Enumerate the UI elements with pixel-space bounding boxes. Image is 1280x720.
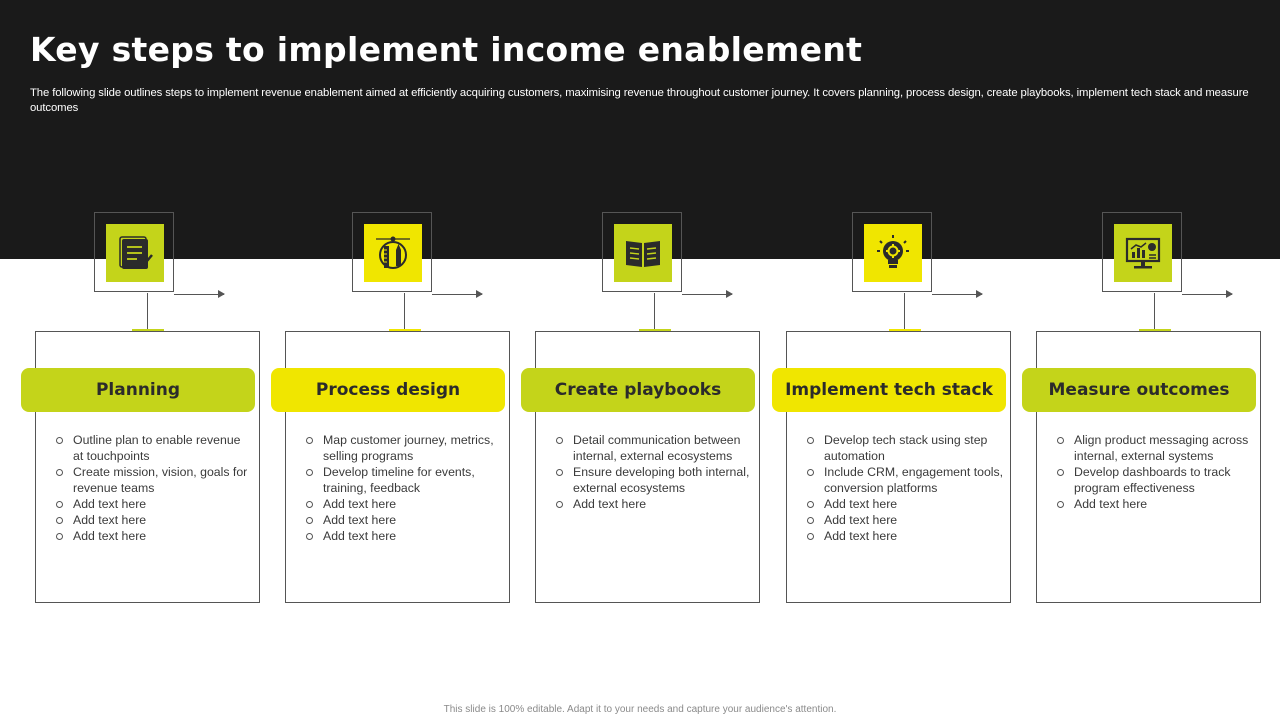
bullet-item: Map customer journey, metrics, selling programs: [304, 432, 504, 464]
step-title: Implement tech stack: [772, 368, 1006, 412]
bullet-item: Add text here: [54, 496, 254, 512]
bullet-item: Add text here: [805, 512, 1005, 528]
design-tools-icon: [373, 233, 413, 273]
icon-frame: [1102, 212, 1182, 292]
icon-tile: [1114, 224, 1172, 282]
bullet-item: Develop dashboards to track program effectiveness: [1055, 464, 1255, 496]
arrow-connector: [174, 294, 224, 295]
vertical-connector: [147, 293, 148, 331]
arrow-connector: [682, 294, 732, 295]
vertical-connector: [904, 293, 905, 331]
icon-tile: [864, 224, 922, 282]
step-title: Measure outcomes: [1022, 368, 1256, 412]
page-subtitle: The following slide outlines steps to implement revenue enablement aimed at efficiently acquiring customers, maximising revenue throughout customer journey. It covers planning, process design, create playbooks, implement tech stack and measure outcomes: [30, 87, 1249, 114]
icon-tile: [614, 224, 672, 282]
bullet-item: Add text here: [54, 528, 254, 544]
icon-frame: [352, 212, 432, 292]
dashboard-monitor-icon: [1123, 233, 1163, 273]
icon-frame: [852, 212, 932, 292]
icon-tile: [364, 224, 422, 282]
arrow-connector: [932, 294, 982, 295]
step-create-playbooks: [535, 212, 785, 604]
open-book-icon: [623, 233, 663, 273]
step-card: [35, 331, 260, 603]
icon-frame: [94, 212, 174, 292]
bullet-item: Develop timeline for events, training, feedback: [304, 464, 504, 496]
step-card: [285, 331, 510, 603]
bullet-item: Add text here: [304, 496, 504, 512]
bullet-item: Create mission, vision, goals for revenue teams: [54, 464, 254, 496]
bullet-item: Add text here: [54, 512, 254, 528]
bullet-item: Detail communication between internal, external ecosystems: [554, 432, 754, 464]
arrow-connector: [432, 294, 482, 295]
step-title: Process design: [271, 368, 505, 412]
step-implement-tech-stack: [786, 212, 1036, 604]
icon-tile: [106, 224, 164, 282]
bullet-item: Add text here: [304, 512, 504, 528]
step-bullets: [304, 432, 504, 544]
step-bullets: [805, 432, 1005, 544]
bullet-item: Develop tech stack using step automation: [805, 432, 1005, 464]
step-bullets: [54, 432, 254, 544]
vertical-connector: [1154, 293, 1155, 331]
footer-note: This slide is 100% editable. Adapt it to your needs and capture your audience's attention.: [443, 704, 837, 715]
icon-frame: [602, 212, 682, 292]
step-title: Create playbooks: [521, 368, 755, 412]
step-measure-outcomes: [1036, 212, 1280, 604]
page-title: Key steps to implement income enablement: [30, 30, 863, 69]
bullet-item: Ensure developing both internal, external ecosystems: [554, 464, 754, 496]
notepad-checklist-icon: [115, 233, 155, 273]
step-card: [1036, 331, 1261, 603]
bullet-item: Add text here: [805, 528, 1005, 544]
arrow-connector: [1182, 294, 1232, 295]
lightbulb-gear-icon: [873, 233, 913, 273]
step-bullets: [554, 432, 754, 512]
step-planning: [35, 212, 285, 604]
step-bullets: [1055, 432, 1255, 512]
step-title: Planning: [21, 368, 255, 412]
bullet-item: Add text here: [554, 496, 754, 512]
vertical-connector: [654, 293, 655, 331]
bullet-item: Outline plan to enable revenue at touchpoints: [54, 432, 254, 464]
bullet-item: Add text here: [1055, 496, 1255, 512]
bullet-item: Add text here: [304, 528, 504, 544]
vertical-connector: [404, 293, 405, 331]
step-card: [786, 331, 1011, 603]
bullet-item: Align product messaging across internal, external systems: [1055, 432, 1255, 464]
bullet-item: Include CRM, engagement tools, conversion platforms: [805, 464, 1005, 496]
step-card: [535, 331, 760, 603]
step-process-design: [285, 212, 535, 604]
bullet-item: Add text here: [805, 496, 1005, 512]
